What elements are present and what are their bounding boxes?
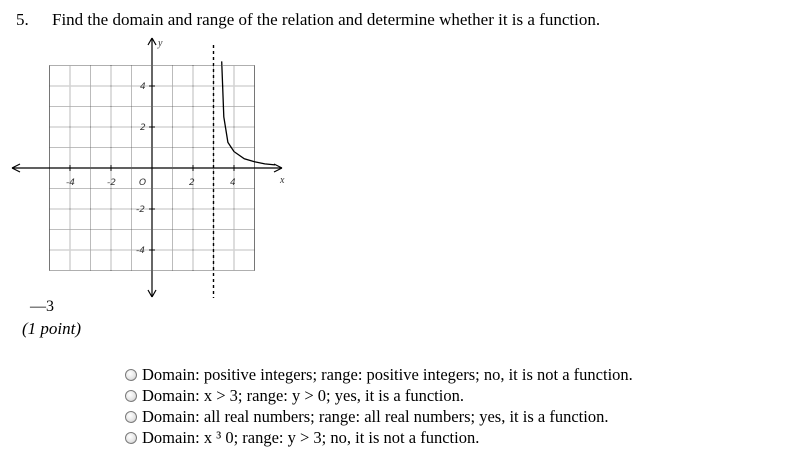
x-tick-label: 4 (230, 178, 236, 188)
option-x-greater-3[interactable] (125, 385, 633, 406)
x-tick-label: -2 (107, 178, 116, 188)
radio-button[interactable] (125, 390, 137, 402)
relation-curve (222, 61, 275, 164)
x-axis-label: x (280, 175, 285, 186)
answer-note: —3 (30, 298, 54, 315)
points-label: (1 point) (22, 319, 82, 338)
y-tick-label: 4 (140, 82, 146, 92)
y-tick-label: -4 (136, 246, 145, 256)
x-tick-label: O (139, 178, 147, 188)
question-text: Find the domain and range of the relation and determine whether it is a function. (52, 10, 601, 29)
y-tick-label: 2 (140, 123, 146, 133)
y-axis-label: y (158, 38, 163, 49)
question-number: 5. (16, 10, 29, 29)
option-x-ge-0[interactable] (125, 427, 633, 448)
graph-axes (12, 38, 282, 297)
option-label: Domain: x > 3; range: y > 0; yes, it is a function. (142, 385, 464, 405)
x-tick-label: 2 (189, 178, 195, 188)
option-all-real-numbers[interactable] (125, 406, 633, 427)
radio-button[interactable] (125, 432, 137, 444)
radio-button[interactable] (125, 369, 137, 381)
x-tick-label: -4 (66, 178, 75, 188)
answer-options (125, 364, 633, 448)
option-label: Domain: x ³ 0; range: y > 3; no, it is not a function. (142, 427, 480, 447)
graph-tick-labels (66, 38, 285, 256)
option-label: Domain: positive integers; range: positive integers; no, it is not a function. (142, 364, 633, 384)
y-tick-label: -2 (136, 205, 145, 215)
option-label: Domain: all real numbers; range: all real numbers; yes, it is a function. (142, 406, 609, 426)
option-positive-integers[interactable] (125, 364, 633, 385)
radio-button[interactable] (125, 411, 137, 423)
